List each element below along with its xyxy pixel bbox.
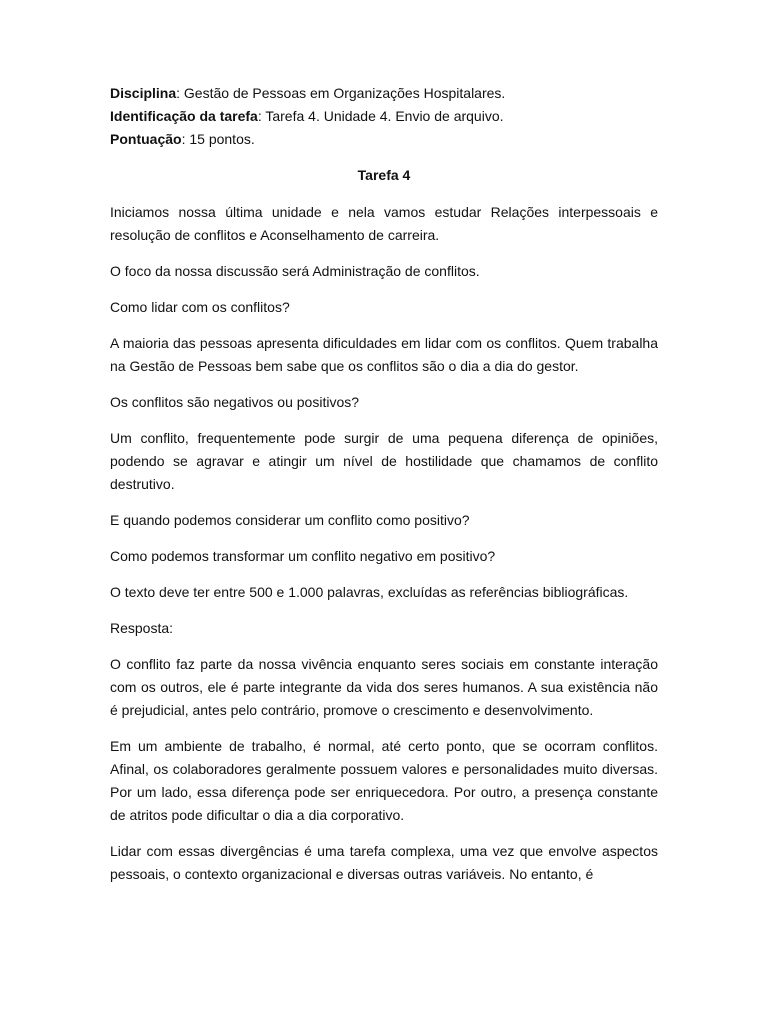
identificacao-line [110,105,658,128]
disciplina-line [110,82,658,105]
answer-heading: Resposta: [110,620,174,636]
paragraph: O texto deve ter entre 500 e 1.000 palavras, excluídas as referências bibliográficas. [110,584,629,600]
paragraph: Como podemos transformar um conflito negativo em positivo? [110,548,496,564]
pontuacao-line [110,128,658,151]
disciplina-value: : Gestão de Pessoas em Organizações Hospitalares. [176,85,506,101]
paragraph: Em um ambiente de trabalho, é normal, até certo ponto, que se ocorram conflitos. Afinal, os colaboradores geralmente possuem valores e personalidades muito diversas. Por um lado, essa diferença pode ser enriquecedora. Por outro, a presença constante de atritos pode dificultar o dia a dia corporativo. [110,738,658,823]
paragraph: Como lidar com os conflitos? [110,299,290,315]
document-content [110,82,658,899]
paragraph: O conflito faz parte da nossa vivência enquanto seres sociais em constante interação com os outros, ele é parte integrante da vida dos seres humanos. A sua existência não é prejudicial, antes pelo contrário, promove o crescimento e desenvolvimento. [110,656,658,718]
paragraph: Os conflitos são negativos ou positivos? [110,394,360,410]
identificacao-value: : Tarefa 4. Unidade 4. Envio de arquivo. [257,108,504,124]
pontuacao-label: Pontuação [110,131,182,147]
paragraph: Lidar com essas divergências é uma tarefa complexa, uma vez que envolve aspectos pessoais, o contexto organizacional e diversas outras variáveis. No entanto, é [110,843,658,882]
paragraph: Um conflito, frequentemente pode surgir de uma pequena diferença de opiniões, podendo se agravar e atingir um nível de hostilidade que chamamos de conflito destrutivo. [110,430,658,492]
paragraph: A maioria das pessoas apresenta dificuldades em lidar com os conflitos. Quem trabalha na Gestão de Pessoas bem sabe que os conflitos são o dia a dia do gestor. [110,335,658,374]
document-title: Tarefa 4 [357,167,411,183]
identificacao-label: Identificação da tarefa [110,108,258,124]
paragraph: E quando podemos considerar um conflito como positivo? [110,512,470,528]
disciplina-label: Disciplina [110,85,177,101]
paragraph: Iniciamos nossa última unidade e nela vamos estudar Relações interpessoais e resolução de conflitos e Aconselhamento de carreira. [110,204,658,243]
pontuacao-value: : 15 pontos. [181,131,255,147]
paragraph: O foco da nossa discussão será Administração de conflitos. [110,263,480,279]
